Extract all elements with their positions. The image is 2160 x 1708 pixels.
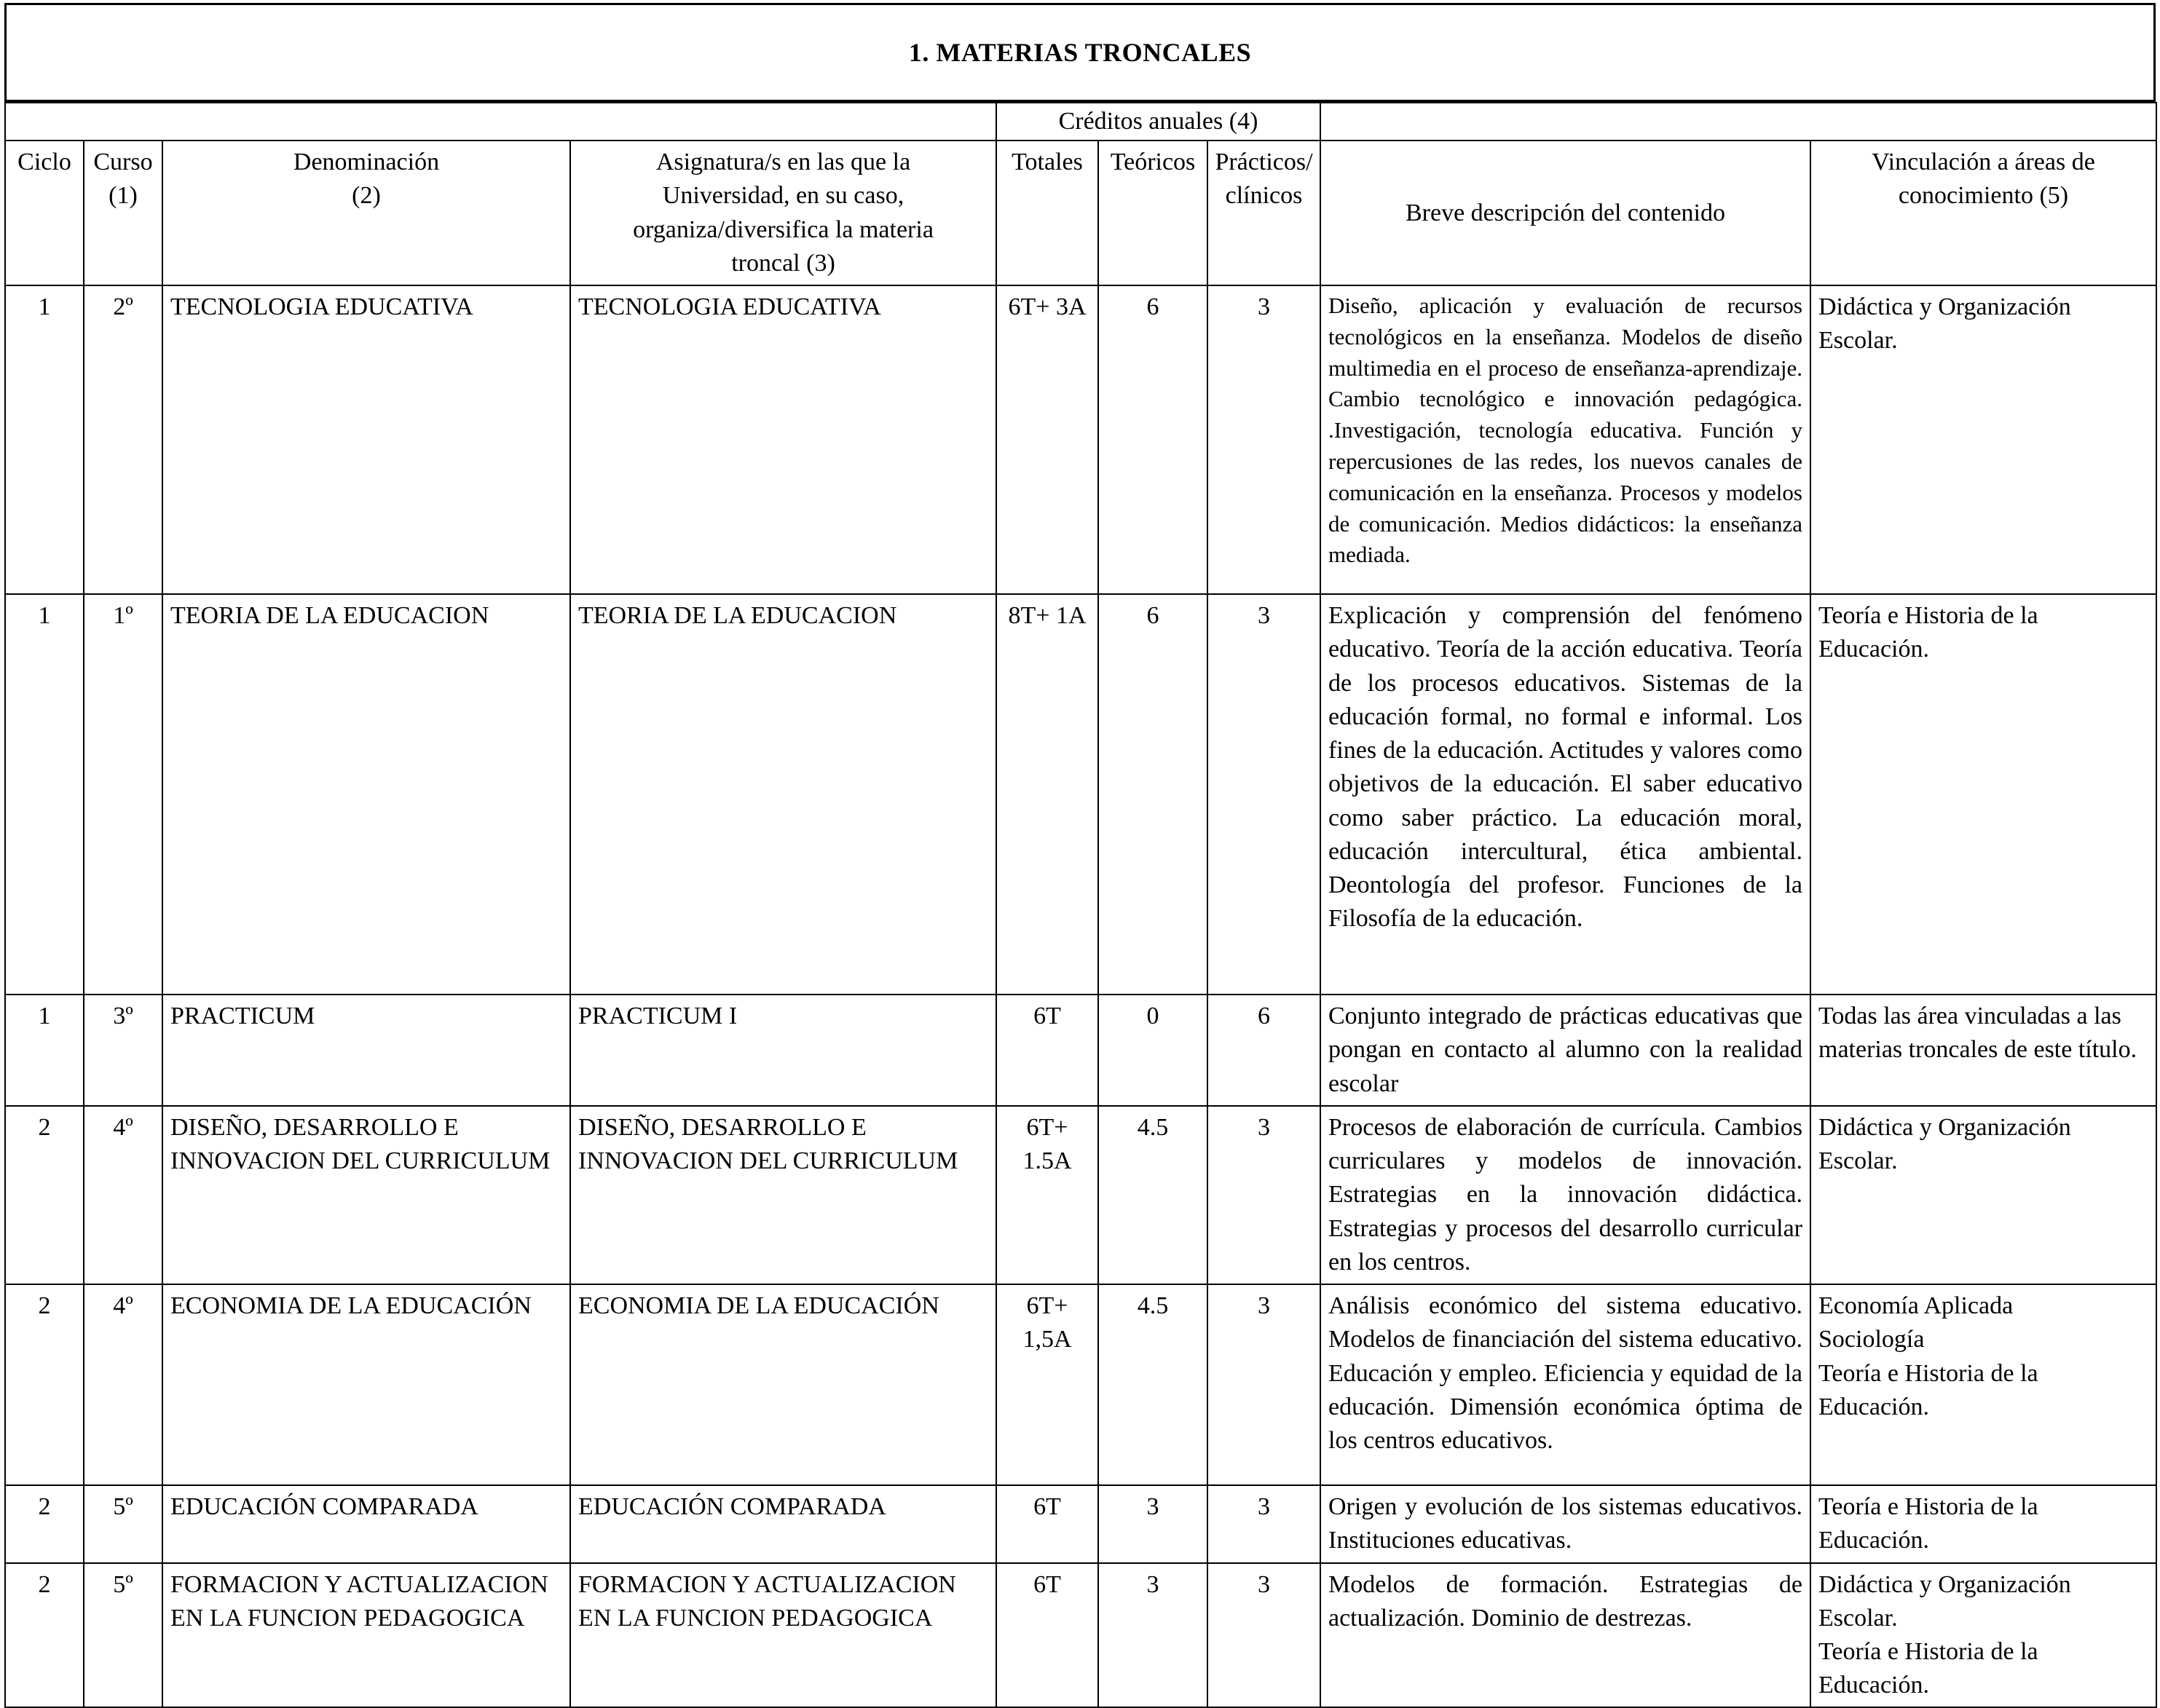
vinculacion-area: Teoría e Historia de la Educación. [1818,1493,2038,1554]
cell-denominacion: PRACTICUM [162,995,570,1106]
cell-practicos: 6 [1207,995,1320,1106]
header-row [5,141,2156,285]
cell-teoricos: 3 [1098,1563,1207,1708]
cell-practicos: 3 [1207,1284,1320,1485]
cell-ciclo: 1 [5,285,84,594]
cell-practicos: 3 [1207,1485,1320,1562]
creditos-group-header: Créditos anuales (4) [996,103,1320,141]
cell-totales: 6T+ 1.5A [996,1106,1098,1284]
cell-asignatura: ECONOMIA DE LA EDUCACIÓN [570,1284,996,1485]
vinculacion-area: Teoría e Historia de la Educación. [1818,1359,2038,1420]
cell-practicos: 3 [1207,1563,1320,1708]
header-blank-cell [5,103,996,141]
materias-troncales-table [4,102,2157,1708]
vinculacion-area: Didáctica y Organización Escolar. [1818,1113,2071,1175]
vinculacion-area: Sociología [1818,1326,1925,1353]
cell-vinculacion [1810,1563,2156,1708]
cell-vinculacion [1810,995,2156,1106]
header-blank-cell [1320,103,2156,141]
table-row [5,594,2156,995]
vinculacion-area: Teoría e Historia de la Educación. [1818,602,2038,663]
cell-curso: 4º [84,1106,162,1284]
vinculacion-area: Teoría e Historia de la Educación. [1818,1637,2038,1699]
cell-totales: 6T [996,1485,1098,1562]
cell-ciclo: 2 [5,1284,84,1485]
table-row [5,1284,2156,1485]
document-title: 1. MATERIAS TRONCALES [908,38,1252,67]
cell-denominacion: DISEÑO, DESARROLLO E INNOVACION DEL CURRICULUM [162,1106,570,1284]
cell-teoricos: 6 [1098,594,1207,995]
document-title-box [4,3,2156,102]
cell-practicos: 3 [1207,594,1320,995]
table-row [5,995,2156,1106]
vinculacion-area: Economía Aplicada [1818,1292,2014,1320]
vinculacion-area: Didáctica y Organización Escolar. [1818,293,2071,355]
col-header-teoricos: Teóricos [1098,141,1207,285]
cell-descripcion: Origen y evolución de los sistemas educativos. Instituciones educativas. [1320,1485,1810,1562]
col-header-denominacion [162,141,570,285]
cell-teoricos: 0 [1098,995,1207,1106]
cell-teoricos: 3 [1098,1485,1207,1562]
cell-practicos: 3 [1207,285,1320,594]
cell-descripcion: Modelos de formación. Estrategias de actualización. Dominio de destrezas. [1320,1563,1810,1708]
table-row [5,1485,2156,1562]
cell-denominacion: TEORIA DE LA EDUCACION [162,594,570,995]
cell-descripcion: Análisis económico del sistema educativo. Modelos de financiación del sistema educativo. Educación y empleo. Eficiencia y equidad de la educación. Dimensión económica óptima de los centros educativos. [1320,1284,1810,1485]
denominacion-label: Denominación [293,149,440,176]
cell-vinculacion [1810,1485,2156,1562]
cell-curso: 5º [84,1485,162,1562]
cell-denominacion: TECNOLOGIA EDUCATIVA [162,285,570,594]
col-header-asignatura: Asignatura/s en las que la Universidad, en su caso, organiza/diversifica la materia troncal (3) [570,141,996,285]
cell-descripcion: Explicación y comprensión del fenómeno educativo. Teoría de la acción educativa. Teoría de los procesos educativos. Sistemas de la educación formal, no formal e informal. Los fines de la educación. Actitudes y valores como objetivos de la educación. El saber educativo como saber práctico. La educación moral, educación intercultural, ética ambiental. Deontología del profesor. Funciones de la Filosofía de la educación. [1320,594,1810,995]
cell-teoricos: 4.5 [1098,1284,1207,1485]
cell-vinculacion [1810,594,2156,995]
cell-asignatura: PRACTICUM I [570,995,996,1106]
cell-totales: 6T+ 1,5A [996,1284,1098,1485]
cell-ciclo: 1 [5,995,84,1106]
col-header-ciclo: Ciclo [5,141,84,285]
table-row [5,1563,2156,1708]
cell-asignatura: TEORIA DE LA EDUCACION [570,594,996,995]
cell-asignatura: FORMACION Y ACTUALIZACION EN LA FUNCION PEDAGOGICA [570,1563,996,1708]
cell-teoricos: 6 [1098,285,1207,594]
table-row [5,285,2156,594]
cell-asignatura: TECNOLOGIA EDUCATIVA [570,285,996,594]
cell-totales: 8T+ 1A [996,594,1098,995]
cell-descripcion: Procesos de elaboración de currícula. Cambios curriculares y modelos de innovación. Estrategias en la innovación didáctica. Estrategias y procesos del desarrollo curricular en los centros. [1320,1106,1810,1284]
cell-ciclo: 2 [5,1563,84,1708]
vinculacion-area: Didáctica y Organización Escolar. [1818,1570,2071,1632]
cell-totales: 6T [996,995,1098,1106]
cell-asignatura: DISEÑO, DESARROLLO E INNOVACION DEL CURRICULUM [570,1106,996,1284]
cell-teoricos: 4.5 [1098,1106,1207,1284]
cell-curso: 2º [84,285,162,594]
cell-denominacion: EDUCACIÓN COMPARADA [162,1485,570,1562]
table-row [5,1106,2156,1284]
cell-practicos: 3 [1207,1106,1320,1284]
col-header-totales: Totales [996,141,1098,285]
col-header-curso: Curso (1) [84,141,162,285]
cell-curso: 1º [84,594,162,995]
cell-totales: 6T [996,1563,1098,1708]
denominacion-note: (2) [352,182,381,210]
cell-ciclo: 1 [5,594,84,995]
cell-denominacion: ECONOMIA DE LA EDUCACIÓN [162,1284,570,1485]
cell-vinculacion [1810,1284,2156,1485]
header-group-row [5,103,2156,141]
col-header-vinculacion: Vinculación a áreas de conocimiento (5) [1810,141,2156,285]
cell-totales: 6T+ 3A [996,285,1098,594]
col-header-descripcion: Breve descripción del contenido [1320,141,1810,285]
col-header-practicos: Prácticos/ clínicos [1207,141,1320,285]
cell-vinculacion [1810,285,2156,594]
cell-curso: 4º [84,1284,162,1485]
cell-descripcion: Conjunto integrado de prácticas educativas que pongan en contacto al alumno con la realidad escolar [1320,995,1810,1106]
cell-curso: 3º [84,995,162,1106]
cell-asignatura: EDUCACIÓN COMPARADA [570,1485,996,1562]
cell-ciclo: 2 [5,1106,84,1284]
cell-denominacion: FORMACION Y ACTUALIZACION EN LA FUNCION PEDAGOGICA [162,1563,570,1708]
cell-ciclo: 2 [5,1485,84,1562]
cell-curso: 5º [84,1563,162,1708]
cell-vinculacion [1810,1106,2156,1284]
cell-descripcion: Diseño, aplicación y evaluación de recursos tecnológicos en la enseñanza. Modelos de diseño multimedia en el proceso de enseñanza-aprendizaje. Cambio tecnológico e innovación pedagógica. .Investigación, tecnología educativa. Función y repercusiones de las redes, los nuevos canales de comunicación en la enseñanza. Procesos y modelos de comunicación. Medios didácticos: la enseñanza mediada. [1320,285,1810,594]
vinculacion-area: Todas las área vinculadas a las materias troncales de este título. [1818,1003,2137,1064]
